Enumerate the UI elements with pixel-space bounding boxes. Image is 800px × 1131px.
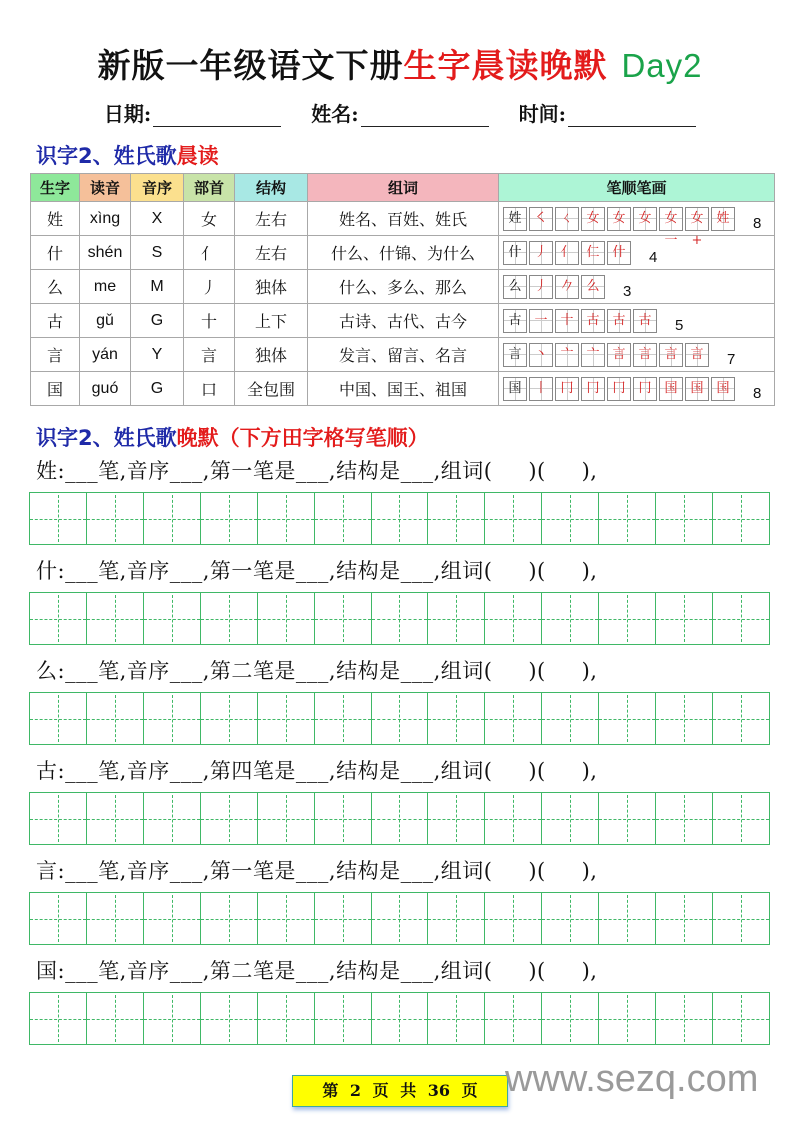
stroke-step-glyph: 国 [664, 380, 678, 396]
stroke-step-glyph: 古 [612, 312, 626, 328]
stroke-step-glyph: 姓 [716, 210, 730, 226]
stroke-step-cell [503, 343, 527, 367]
column-header: 音序 [131, 174, 184, 202]
tianzige-cell[interactable] [656, 793, 713, 844]
tianzige-cell[interactable] [258, 693, 315, 744]
stroke-step-cell [633, 343, 657, 367]
tianzige-cell[interactable] [258, 793, 315, 844]
stroke-step-glyph: 国 [508, 380, 522, 396]
tianzige-cell[interactable] [315, 693, 372, 744]
tianzige-cell[interactable] [30, 993, 87, 1044]
stroke-step-cell [633, 377, 657, 401]
name-label: 姓名: [311, 102, 359, 126]
tianzige-cell[interactable] [315, 793, 372, 844]
tianzige-cell[interactable] [485, 893, 542, 944]
tianzige-cell[interactable] [656, 593, 713, 644]
time-label: 时间: [518, 102, 567, 126]
watermark: www.sezq.com [505, 1058, 759, 1100]
stroke-count: 8 [753, 215, 762, 232]
cell-stroke-order [499, 202, 775, 248]
tianzige-cell[interactable] [485, 793, 542, 844]
cell-pinyin: xìng [80, 202, 131, 236]
evening-heading-lesson: 识字2、姓氏歌 [36, 426, 177, 450]
cell-words: 姓名、百姓、姓氏 [308, 202, 499, 236]
dictation-prompt[interactable]: 国:___笔,音序___,第二笔是___,结构是___,组词( )( ), [36, 959, 598, 983]
title-highlight: 生字晨读晚默 [403, 46, 608, 85]
cell-pinyin: guó [80, 372, 131, 406]
stroke-step-glyph: 十 [560, 312, 574, 328]
stroke-step-glyph: 女一 [664, 210, 678, 248]
cell-structure: 独体 [235, 270, 308, 304]
cell-stroke-order [499, 304, 775, 338]
stroke-step-cell [607, 241, 631, 265]
cell-radical: 亻 [184, 236, 235, 270]
cell-radical: 十 [184, 304, 235, 338]
stroke-order-sequence [499, 304, 774, 337]
tianzige-cell[interactable] [713, 893, 769, 944]
stroke-step-cell [685, 207, 709, 248]
tianzige-cell[interactable] [372, 793, 429, 844]
meta-fields [0, 98, 800, 127]
stroke-step-glyph: 古 [586, 312, 600, 328]
stroke-step-cell [607, 343, 631, 367]
tianzige-cell[interactable] [599, 593, 656, 644]
stroke-step-cell [503, 309, 527, 333]
stroke-step-cell [529, 377, 553, 401]
stroke-step-glyph: 什 [508, 244, 522, 260]
stroke-step-glyph: 女+ [690, 210, 704, 248]
stroke-step-cell [607, 207, 631, 231]
stroke-step-cell [503, 377, 527, 401]
cell-stroke-order [499, 236, 775, 270]
tianzige-cell[interactable] [713, 693, 769, 744]
stroke-step-cell [555, 377, 579, 401]
tianzige-cell[interactable] [201, 593, 258, 644]
dictation-prompt[interactable]: 什:___笔,音序___,第一笔是___,结构是___,组词( )( ), [36, 559, 598, 583]
stroke-step-glyph: 冂 [586, 380, 600, 396]
tianzige-cell[interactable] [656, 993, 713, 1044]
column-header: 读音 [80, 174, 131, 202]
tianzige-cell[interactable] [372, 893, 429, 944]
stroke-step-cell [659, 207, 683, 248]
cell-stroke-order [499, 372, 775, 406]
column-header: 笔顺笔画 [499, 174, 775, 202]
date-blank[interactable] [153, 102, 281, 127]
tianzige-cell[interactable] [144, 893, 201, 944]
stroke-step-glyph: ㇛ [534, 210, 548, 226]
stroke-step-cell [607, 309, 631, 333]
dictation-prompt[interactable]: 么:___笔,音序___,第二笔是___,结构是___,组词( )( ), [36, 659, 598, 683]
stroke-step-glyph: 国 [716, 380, 730, 396]
column-header: 结构 [235, 174, 308, 202]
stroke-step-cell [581, 207, 605, 231]
tianzige-cell[interactable] [315, 993, 372, 1044]
tianzige-cell[interactable] [372, 493, 429, 544]
stroke-step-cell [529, 275, 553, 299]
stroke-step-glyph: 冂 [612, 380, 626, 396]
stroke-step-cell [503, 207, 527, 231]
tianzige-cell[interactable] [201, 693, 258, 744]
tianzige-cell[interactable] [599, 993, 656, 1044]
tianzige-grid-row [29, 892, 770, 945]
cell-pinyin: shén [80, 236, 131, 270]
column-header: 生字 [31, 174, 80, 202]
stroke-step-cell [581, 343, 605, 367]
title-main: 新版一年级语文下册 [97, 46, 404, 85]
tianzige-cell[interactable] [542, 993, 599, 1044]
stroke-step-cell [503, 275, 527, 299]
tianzige-cell[interactable] [144, 793, 201, 844]
stroke-count: 5 [675, 317, 684, 334]
cell-structure: 上下 [235, 304, 308, 338]
tianzige-cell[interactable] [201, 493, 258, 544]
stroke-step-cell [659, 343, 683, 367]
tianzige-cell[interactable] [713, 593, 769, 644]
tianzige-cell[interactable] [258, 493, 315, 544]
stroke-step-cell [581, 377, 605, 401]
stroke-step-cell [685, 343, 709, 367]
morning-heading-lesson: 识字2、姓氏歌 [36, 144, 177, 168]
stroke-step-glyph: 言 [664, 346, 678, 362]
cell-radical: 口 [184, 372, 235, 406]
date-label: 日期: [103, 102, 152, 126]
tianzige-cell[interactable] [30, 593, 87, 644]
stroke-step-glyph: 一 [534, 312, 548, 328]
stroke-step-glyph: 亠 [560, 346, 574, 362]
tianzige-cell[interactable] [656, 893, 713, 944]
stroke-step-glyph: 亠 [586, 346, 600, 362]
evening-heading [36, 422, 429, 452]
page-title [0, 40, 800, 87]
stroke-step-cell [685, 377, 709, 401]
table-row [31, 202, 775, 236]
cell-char: 古 [31, 304, 80, 338]
stroke-step-glyph: 什 [612, 244, 626, 260]
table-body [31, 202, 775, 406]
stroke-step-glyph: ㄑ [560, 210, 574, 226]
tianzige-cell[interactable] [30, 493, 87, 544]
stroke-step-glyph: 丨 [534, 380, 548, 396]
table-row [31, 338, 775, 372]
tianzige-cell[interactable] [315, 893, 372, 944]
stroke-step-cell [581, 275, 605, 299]
tianzige-cell[interactable] [30, 693, 87, 744]
cell-letter: X [131, 202, 184, 236]
stroke-step-cell [529, 207, 553, 231]
cell-structure: 独体 [235, 338, 308, 372]
stroke-step-glyph: 古 [638, 312, 652, 328]
tianzige-grid-row [29, 692, 770, 745]
tianzige-cell[interactable] [87, 993, 144, 1044]
stroke-order-sequence [499, 236, 774, 269]
tianzige-cell[interactable] [713, 493, 769, 544]
stroke-step-glyph: 亻 [560, 244, 574, 260]
tianzige-cell[interactable] [315, 593, 372, 644]
cell-radical: 女 [184, 202, 235, 236]
stroke-step-glyph: 么 [508, 278, 522, 294]
cell-structure: 左右 [235, 202, 308, 236]
tianzige-grid-row [29, 592, 770, 645]
stroke-step-glyph: 女 [612, 210, 626, 226]
stroke-step-cell [711, 377, 735, 401]
name-field[interactable] [311, 98, 488, 127]
stroke-step-cell [555, 241, 579, 265]
tianzige-cell[interactable] [315, 493, 372, 544]
stroke-step-glyph: 女 [638, 210, 652, 226]
stroke-step-glyph: 丿 [534, 278, 548, 294]
tianzige-cell[interactable] [201, 993, 258, 1044]
tianzige-cell[interactable] [372, 693, 429, 744]
cell-letter: Y [131, 338, 184, 372]
cell-char: 什 [31, 236, 80, 270]
tianzige-cell[interactable] [144, 993, 201, 1044]
tianzige-cell[interactable] [87, 793, 144, 844]
tianzige-cell[interactable] [201, 893, 258, 944]
morning-heading [36, 140, 219, 170]
stroke-step-cell [555, 207, 579, 231]
cell-letter: G [131, 372, 184, 406]
stroke-step-glyph: 仁 [586, 244, 600, 260]
stroke-step-cell [529, 343, 553, 367]
cell-char: 姓 [31, 202, 80, 236]
stroke-count: 7 [727, 351, 736, 368]
tianzige-cell[interactable] [485, 993, 542, 1044]
tianzige-cell[interactable] [30, 893, 87, 944]
tianzige-cell[interactable] [656, 493, 713, 544]
stroke-step-cell [555, 343, 579, 367]
cell-letter: G [131, 304, 184, 338]
tianzige-cell[interactable] [144, 693, 201, 744]
stroke-step-glyph: 古 [508, 312, 522, 328]
tianzige-cell[interactable] [599, 793, 656, 844]
tianzige-grid-row [29, 492, 770, 545]
stroke-step-cell [607, 377, 631, 401]
tianzige-cell[interactable] [372, 593, 429, 644]
column-header: 部首 [184, 174, 235, 202]
tianzige-cell[interactable] [485, 693, 542, 744]
tianzige-cell[interactable] [542, 593, 599, 644]
stroke-step-cell [555, 275, 579, 299]
cell-structure: 左右 [235, 236, 308, 270]
tianzige-cell[interactable] [144, 593, 201, 644]
stroke-step-cell [711, 207, 735, 231]
stroke-step-glyph: 丿 [534, 244, 548, 260]
table-row [31, 304, 775, 338]
title-day: Day2 [621, 47, 703, 84]
tianzige-cell[interactable] [258, 893, 315, 944]
stroke-order-sequence [499, 372, 774, 405]
tianzige-cell[interactable] [485, 593, 542, 644]
cell-pinyin: gǔ [80, 304, 131, 338]
tianzige-cell[interactable] [428, 993, 485, 1044]
stroke-step-glyph: 言 [612, 346, 626, 362]
dictation-prompt[interactable]: 姓:___笔,音序___,第一笔是___,结构是___,组词( )( ), [36, 459, 598, 483]
cell-letter: S [131, 236, 184, 270]
cell-pinyin: me [80, 270, 131, 304]
table-row [31, 270, 775, 304]
dictation-prompt[interactable]: 古:___笔,音序___,第四笔是___,结构是___,组词( )( ), [36, 759, 598, 783]
stroke-step-cell [659, 377, 683, 401]
time-blank[interactable] [568, 102, 696, 127]
tianzige-cell[interactable] [542, 793, 599, 844]
tianzige-cell[interactable] [713, 793, 769, 844]
stroke-step-cell [529, 241, 553, 265]
tianzige-cell[interactable] [372, 993, 429, 1044]
table-header-row [31, 174, 775, 202]
tianzige-cell[interactable] [428, 793, 485, 844]
tianzige-cell[interactable] [485, 493, 542, 544]
cell-char: 国 [31, 372, 80, 406]
tianzige-cell[interactable] [30, 793, 87, 844]
character-table [30, 173, 775, 406]
tianzige-grid-row [29, 792, 770, 845]
stroke-step-cell [633, 309, 657, 333]
cell-letter: M [131, 270, 184, 304]
tianzige-cell[interactable] [87, 593, 144, 644]
stroke-step-glyph: 言 [508, 346, 522, 362]
cell-stroke-order [499, 270, 775, 304]
tianzige-cell[interactable] [87, 893, 144, 944]
tianzige-cell[interactable] [258, 593, 315, 644]
tianzige-cell[interactable] [428, 893, 485, 944]
cell-words: 什么、什锦、为什么 [308, 236, 499, 270]
stroke-step-glyph: 姓 [508, 210, 522, 226]
stroke-step-glyph: 丶 [534, 346, 548, 362]
tianzige-cell[interactable] [656, 693, 713, 744]
table-row [31, 372, 775, 406]
name-blank[interactable] [361, 102, 489, 127]
cell-stroke-order [499, 338, 775, 372]
cell-pinyin: yán [80, 338, 131, 372]
tianzige-cell[interactable] [713, 993, 769, 1044]
stroke-step-glyph: 国 [690, 380, 704, 396]
stroke-count: 8 [753, 385, 762, 402]
tianzige-grid-row [29, 992, 770, 1045]
date-field[interactable] [104, 98, 281, 127]
evening-heading-label: 晚默（下方田字格写笔顺） [176, 426, 429, 450]
dictation-prompt[interactable]: 言:___笔,音序___,第一笔是___,结构是___,组词( )( ), [36, 859, 598, 883]
stroke-step-glyph: 女 [586, 210, 600, 226]
tianzige-cell[interactable] [87, 693, 144, 744]
stroke-step-cell [633, 207, 657, 231]
stroke-step-cell [503, 241, 527, 265]
tianzige-cell[interactable] [599, 693, 656, 744]
tianzige-cell[interactable] [428, 693, 485, 744]
tianzige-cell[interactable] [428, 593, 485, 644]
stroke-step-glyph: 冂 [560, 380, 574, 396]
tianzige-cell[interactable] [542, 493, 599, 544]
tianzige-cell[interactable] [599, 493, 656, 544]
time-field[interactable] [519, 98, 696, 127]
stroke-step-glyph: 𠂊 [560, 278, 574, 294]
column-header: 组词 [308, 174, 499, 202]
cell-words: 什么、多么、那么 [308, 270, 499, 304]
stroke-count: 4 [649, 249, 658, 266]
stroke-step-glyph: 么 [586, 278, 600, 294]
cell-radical: 丿 [184, 270, 235, 304]
stroke-order-sequence [499, 202, 774, 248]
stroke-step-cell [581, 309, 605, 333]
tianzige-cell[interactable] [87, 493, 144, 544]
tianzige-cell[interactable] [542, 693, 599, 744]
stroke-count: 3 [623, 283, 632, 300]
morning-heading-label: 晨读 [176, 144, 219, 168]
stroke-step-cell [555, 309, 579, 333]
tianzige-cell[interactable] [542, 893, 599, 944]
cell-words: 古诗、古代、古今 [308, 304, 499, 338]
page-number-badge: 第 2 页 共 36 页 [292, 1075, 508, 1107]
stroke-step-cell [581, 241, 605, 265]
cell-radical: 言 [184, 338, 235, 372]
stroke-step-glyph: 言 [638, 346, 652, 362]
tianzige-cell[interactable] [258, 993, 315, 1044]
stroke-step-cell [529, 309, 553, 333]
tianzige-cell[interactable] [428, 493, 485, 544]
tianzige-cell[interactable] [144, 493, 201, 544]
stroke-order-sequence [499, 338, 774, 371]
stroke-order-sequence [499, 270, 774, 303]
cell-structure: 全包围 [235, 372, 308, 406]
table-row [31, 236, 775, 270]
cell-words: 发言、留言、名言 [308, 338, 499, 372]
tianzige-cell[interactable] [599, 893, 656, 944]
cell-char: 言 [31, 338, 80, 372]
cell-words: 中国、国王、祖国 [308, 372, 499, 406]
stroke-step-glyph: 言 [690, 346, 704, 362]
stroke-step-glyph: 冂 [638, 380, 652, 396]
cell-char: 么 [31, 270, 80, 304]
tianzige-cell[interactable] [201, 793, 258, 844]
